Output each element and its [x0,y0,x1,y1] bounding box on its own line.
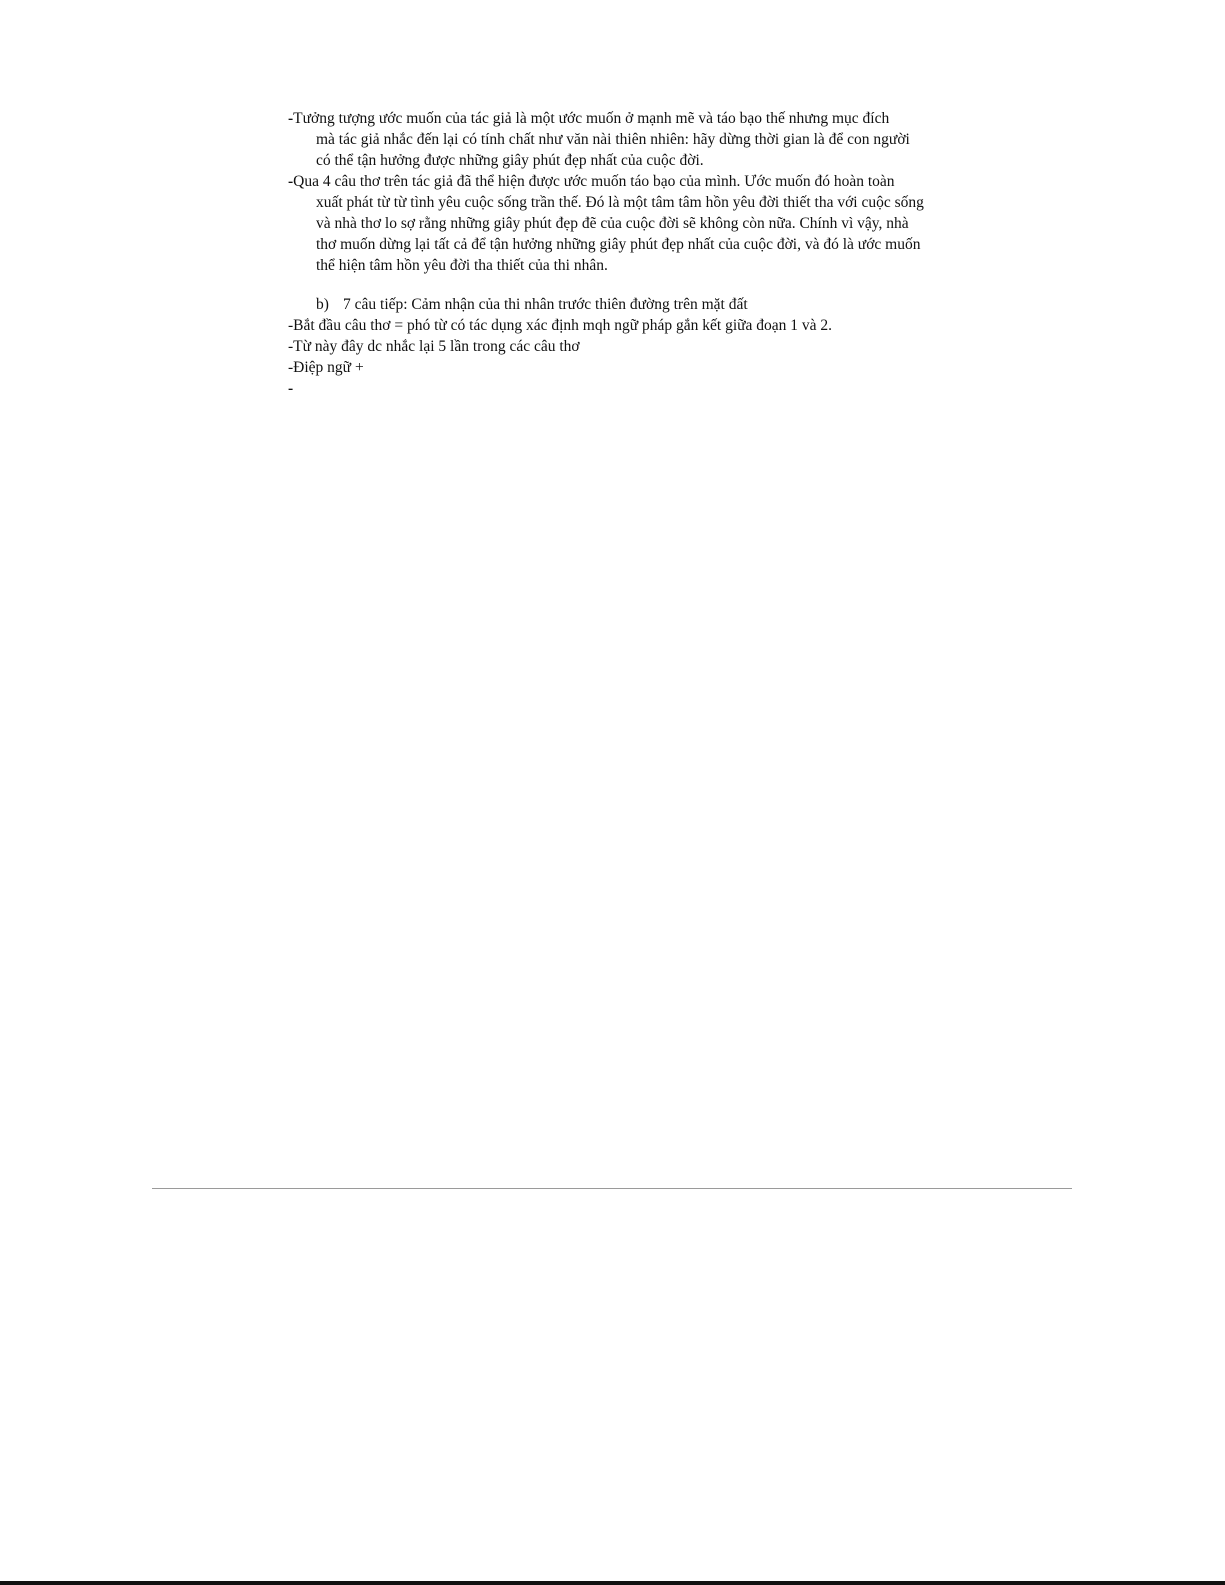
bullet-dash: - [288,173,294,190]
bullet-2-line-3: và nhà thơ lo sợ rằng những giây phút đẹp đẽ của cuộc đời sẽ không còn nữa. Chính vì vậy, nhà [316,215,909,232]
bullet-1-line-2: mà tác giả nhắc đến lại có tính chất như văn nài thiên nhiên: hãy dừng thời gian là để con người [316,131,910,148]
bullet-2-line-5: thể hiện tâm hồn yêu đời tha thiết của thi nhân. [316,257,608,274]
page-bottom-edge [0,1581,1225,1585]
subheading-text: 7 câu tiếp: Cảm nhận của thi nhân trước thiên đường trên mặt đất [343,296,748,313]
point-1: -Bắt đầu câu thơ = phó từ có tác dụng xác định mqh ngữ pháp gắn kết giữa đoạn 1 và 2. [288,317,833,334]
subheading-marker: b) [316,296,329,313]
bullet-dash: - [288,110,294,127]
point-2: -Từ này đây dc nhắc lại 5 lần trong các câu thơ [288,338,580,355]
point-4: - [288,380,294,397]
bullet-2-line-4: thơ muốn dừng lại tất cả để tận hưởng những giây phút đẹp nhất của cuộc đời, và đó là ước muốn [316,236,921,253]
page-divider [152,1188,1072,1189]
bullet-text: Qua 4 câu thơ trên tác giả đã thể hiện được ước muốn táo bạo của mình. Ước muốn đó hoàn toàn [293,173,895,190]
bullet-1-line-3: có thể tận hưởng được những giây phút đẹp nhất của cuộc đời. [316,152,704,169]
bullet-1-line-1 [288,108,889,129]
bullet-2-line-1 [288,171,895,192]
subheading [316,294,748,315]
point-3: -Điệp ngữ + [288,359,364,376]
bullet-2-line-2: xuất phát từ từ tình yêu cuộc sống trần thế. Đó là một tâm tâm hồn yêu đời thiết tha với cuộc sống [316,194,924,211]
bullet-text: Tưởng tượng ước muốn của tác giả là một ước muốn ở mạnh mẽ và táo bạo thế nhưng mục đích [293,110,890,127]
